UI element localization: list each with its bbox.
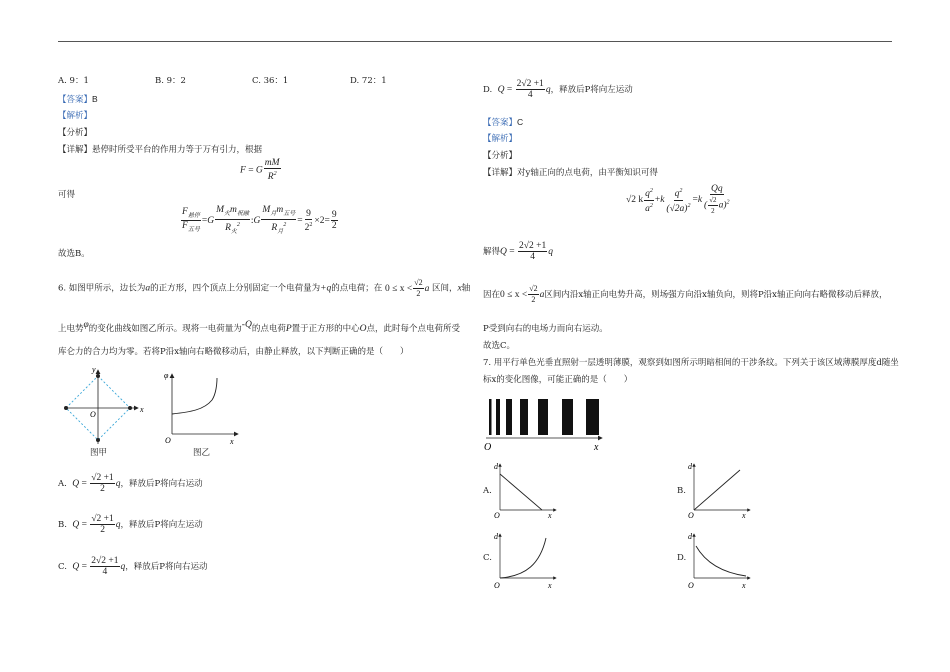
phi-label: φ bbox=[164, 371, 169, 380]
origin-label: O bbox=[484, 442, 492, 453]
x-label: x bbox=[230, 437, 234, 446]
origin-label: O bbox=[688, 581, 694, 590]
d-label: d bbox=[688, 462, 692, 471]
q5-jiexi: 【解析】 bbox=[58, 111, 93, 121]
fringe-bar bbox=[538, 399, 548, 435]
charge-right bbox=[128, 406, 132, 410]
formula-ratio: $\frac{F_{悬停}}{F_{五号}}$ =G $\frac{M_火m_{祝融}}{R_火^2}$ :G $\frac{M_月m_{五号}}{R_月^2}$ = $\frac{9}{2^2}$ ×2= $\frac{9}{2}$ bbox=[182, 205, 337, 235]
q7-option-c-graph[interactable] bbox=[490, 530, 562, 592]
xiangjie-text: 悬停时所受平台的作用力等于万有引力，根据 bbox=[92, 145, 263, 155]
fringe-bars bbox=[489, 399, 599, 435]
q6-stem-line1: 6. 如图甲所示，边长为a的正方形，四个顶点上分别固定一个电荷量为+q的点电荷；在 0 ≤ x < $\frac{√2}{2}$ a 区间，x轴 bbox=[58, 278, 471, 298]
answer-tag: 【答案】 bbox=[58, 95, 93, 105]
d-label: d bbox=[688, 532, 692, 541]
q5-option-d[interactable]: D. 72：1 bbox=[350, 76, 387, 86]
q5-kede: 可得 bbox=[58, 190, 76, 200]
q5-answer bbox=[58, 94, 98, 106]
xiangjie-tag: 【详解】 bbox=[483, 168, 518, 178]
x-label: x bbox=[742, 511, 746, 520]
increasing-line bbox=[694, 470, 740, 510]
fringe-bar bbox=[520, 399, 528, 435]
decaying-curve bbox=[696, 546, 746, 576]
q6-jiexi: 【解析】 bbox=[483, 134, 518, 144]
d-label: d bbox=[494, 462, 498, 471]
q6-shou: P受到向右的电场力而向右运动。 bbox=[483, 324, 608, 334]
charge-top bbox=[96, 374, 100, 378]
figure-square-charges bbox=[60, 364, 155, 459]
concave-up-curve bbox=[500, 538, 546, 578]
xiangjie-tag: 【详解】 bbox=[58, 145, 93, 155]
figure-potential-curve bbox=[160, 366, 245, 448]
figure-interference-fringes bbox=[480, 395, 610, 453]
fraction: $\frac{mM}{R^2}$ bbox=[264, 158, 280, 183]
decreasing-line bbox=[500, 474, 542, 510]
q7-option-b-graph[interactable] bbox=[684, 458, 756, 520]
q7-option-a-label[interactable]: A. bbox=[483, 486, 492, 496]
q7-stem-line2: 标x的变化图像，可能正确的是（ ） bbox=[483, 375, 633, 385]
q7-option-a-graph[interactable] bbox=[490, 458, 562, 520]
formula-gravity: F = G $\frac{mM}{R^2}$ bbox=[240, 158, 280, 183]
q5-guxuan: 故选B。 bbox=[58, 249, 90, 259]
y-label: y bbox=[92, 365, 96, 374]
q7-stem-line1: 7. 用平行单色光垂直照射一层透明薄膜，观察到如图所示明暗相间的干涉条纹。下列关于该区域薄膜厚度d随坐 bbox=[483, 358, 899, 368]
x-label: x bbox=[140, 405, 144, 414]
charge-bottom bbox=[96, 438, 100, 442]
fringe-bar bbox=[506, 399, 512, 435]
q6-stem-line3: 库仑力的合力均为零。若将P沿x轴向右略微移动后，由静止释放，以下判断正确的是（ ） bbox=[58, 347, 409, 357]
q5-option-a[interactable]: A. 9：1 bbox=[58, 76, 89, 86]
formula-equilibrium: √2 k $\frac{q^2}{a^2}$ +k $\frac{q^2}{(√2a)^2}$ =k Qq ( $\frac{√2}{2}$ a)$^2$ bbox=[626, 184, 730, 215]
d-label: d bbox=[494, 532, 498, 541]
q5-option-c[interactable]: C. 36：1 bbox=[252, 76, 289, 86]
xiangjie-text: 对y轴正向的点电荷，由平衡知识可得 bbox=[517, 168, 658, 178]
fig-jia-caption: 图甲 bbox=[90, 448, 108, 458]
q6-option-b[interactable]: B. Q = $\frac{√2 +1}{2}$ q，释放后P将向左运动 bbox=[58, 514, 203, 536]
fringe-bar bbox=[496, 399, 500, 435]
potential-curve bbox=[172, 378, 217, 414]
answer-value: B bbox=[92, 94, 98, 104]
fringe-bar bbox=[562, 399, 573, 435]
x-label: x bbox=[594, 442, 599, 453]
q6-xiangjie bbox=[483, 168, 658, 179]
q6-answer bbox=[483, 117, 523, 129]
q6-guxuan: 故选C。 bbox=[483, 341, 516, 351]
x-label: x bbox=[742, 581, 746, 590]
x-label: x bbox=[548, 581, 552, 590]
q7-option-b-label[interactable]: B. bbox=[677, 486, 686, 496]
origin-label: O bbox=[165, 436, 171, 445]
origin-label: O bbox=[688, 511, 694, 520]
q5-fenxi: 【分析】 bbox=[58, 128, 93, 138]
charge-left bbox=[64, 406, 68, 410]
q7-option-c-label[interactable]: C. bbox=[483, 553, 492, 563]
q6-yin: 因在0 ≤ x < $\frac{√2}{2}$ a区间内沿x轴正向电势升高，则场强方向沿x轴负向，则将P沿x轴正向向右略微移动后释放， bbox=[483, 284, 888, 305]
fig-yi-caption: 图乙 bbox=[193, 448, 211, 458]
fringe-bar bbox=[586, 399, 599, 435]
q7-option-d-graph[interactable] bbox=[684, 530, 756, 592]
q6-option-c[interactable]: C. Q = $\frac{2√2 +1}{4}$ q，释放后P将向右运动 bbox=[58, 556, 208, 578]
answer-tag: 【答案】 bbox=[483, 118, 518, 128]
q5-option-b[interactable]: B. 9：2 bbox=[155, 76, 186, 86]
header-rule bbox=[58, 41, 892, 42]
answer-value: C bbox=[517, 117, 524, 127]
q6-fenxi: 【分析】 bbox=[483, 151, 518, 161]
q6-jiede: 解得Q = $\frac{2√2 +1}{4}$ q bbox=[483, 241, 553, 263]
q6-stem-line2: 上电势$^\varphi$的变化曲线如图乙所示。现将一电荷量为$^{-Q}$的点电荷P置于正方形的中心O点，此时每个点电荷所受 bbox=[58, 320, 461, 334]
q6-option-a[interactable]: A. Q = $\frac{√2 +1}{2}$ q，释放后P将向右运动 bbox=[58, 473, 203, 495]
q7-option-d-label[interactable]: D. bbox=[677, 553, 687, 563]
origin-label: O bbox=[90, 410, 96, 419]
origin-label: O bbox=[494, 581, 500, 590]
origin-label: O bbox=[494, 511, 500, 520]
q5-xiangjie bbox=[58, 145, 262, 156]
x-label: x bbox=[548, 511, 552, 520]
q6-option-d[interactable]: D. Q = $\frac{2√2 +1}{4}$ q，释放后P将向左运动 bbox=[483, 79, 633, 101]
fringe-bar bbox=[489, 399, 492, 435]
